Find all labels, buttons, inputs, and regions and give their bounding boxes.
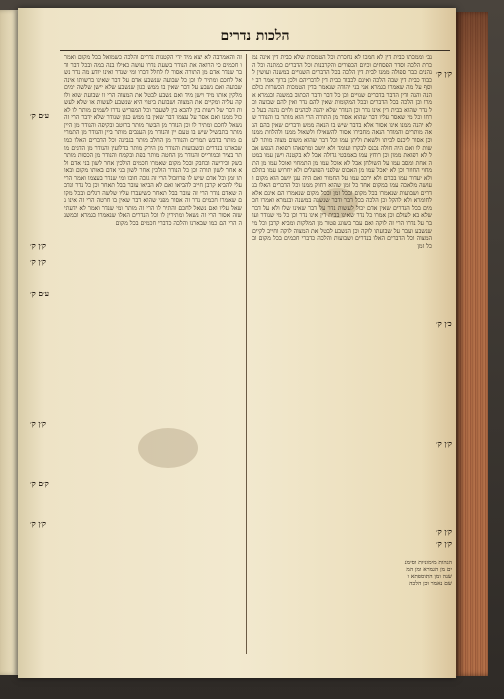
left-text-column: זה והאמרבה לא יצא מיד ידי הקטנות נדרים והלכה כשמואל בכל מקום ואמרו חכמים כי הרואה את הנודר בשעת נדרו עושה כאילו בנה במה ובכל דבר ודבר שנדר אדם מן התורה אסור לו לחלל דברו ומי שנדר ואינו יודע מה נדר נשאל לחכם ומתיר לו וכן כל שבועה שנשבע אדם על דבר שאינו ברשותו אינה שבועה ואם נשבע על דבר שאין בו ממש כגון שנשבע שלא יישן שלשה ימים מלקין אותו מיד וישן מיד ואם נשבע לבטל את המצוה הרי זו שבועת שוא ולוקה עליה ומקיים את המצוה ושבועת ביטוי היא שנשבע לעשות או שלא לעשות דבר של רשות בין להבא בין לשעבר וכל המפריש נדרו לשמים מותר לו לאכול ממנו ואם אסר על עצמו דבר שאין בו ממש כגון שנודר שלא ידבר הרי זה נשאל לחכם ומתיר לו וכן הנודר מן הבשר מותר ברוטב ובקיפה והנודר מן היין מותר בתבשיל שיש בו טעם יין והנודר מן הענבים מותר ביין והנודר מן התמרים מותר בדבש תמרים והנודר מן החלב מותר בגבינה וכל הדברים האלו כמו שבארנו בנדרים ובשבועות והנודר מן הירק מותר בדלועין והנודר מן הדגים מותר בציר ובמורייס והנודר מן החטה מותר בפת ובקמח והנודר מן הכסות מותר בשק וביריעה ובחבק ובכל מקום שאמרו חכמים הולכין אחר לשון בני אדם ולא אחר לשון תורה וכן כל הנודר הולכין אחר לשון בני אדם באותו מקום ובאותו זמן וכל אדם שיש לו פרוזבול הרי זה גובה חובו ומי שנדר בעצמו ואמר הרי עלי להביא קרבן חייב להביאו ואם לא הביאו עובר בבל תאחר וכן כל נדר ונדבה שאדם נודר הרי זה עובר בבל תאחר כשיעברו עליו שלשה רגלים ובכל מקום שאמרו חכמים נדר זה אסור מפני שהוא דבר שאין בו חרטה הרי זה אינו נשאל עליו ואם נשאל לחכם והתיר לו הרי זה מותר ומי שנדר ואמר לא ידעתי שזה אסור הרי זה נשאל ומתירין לו וכל הנדרים האלו שנאמרו בגמרא ובמשנה הרי הם כמו שבארנו והלכה כדברי חכמים בכל מקום xyxy=(64,54,242,228)
margin-marker: ק׳ן ק׳ xyxy=(30,519,47,528)
margin-marker: ק׳ן ק׳ xyxy=(436,539,453,548)
margin-marker: ק׳ם ק׳ xyxy=(30,479,49,488)
margin-marker: ע׳ם ק׳ xyxy=(30,289,50,298)
page-edge-stain xyxy=(456,12,488,152)
margin-marker: ק׳ן ק׳ xyxy=(30,241,47,250)
left-page-edge xyxy=(0,10,18,675)
right-text-column: נב׳ וממכתו כבית דין לא חמכו לא נחכרת וכל הטמכות שלא כבית דין אינה נמכרת הלכה וסדר הפסחים וכיום הכפורים והקרבנות וכל הדברים כמתנה וכל הנהנים כבר ספולה ממנו לבית דין הלכה בכל הדברים השנויים במשנה ועושין לכבוד כבית דין שבה הלכה ואינם לכבוד כבית דין לדבריהם ולכן ברוך אמר רב יוסף על מה שאמרו בגמרא אני בני יהודה שנאמר בדין הטמכות הכשרות כולם הנה והנה ודין הדבר בדברים שנויים וכן כל דבר ודבר הכתוב במשנה ובגמרא אמרו וכן הלכה בכל הדברים ובכל המקומות שאין להם נדר ואין להם שבועה וכל נדר שהוא בבית דין אינו נדר וכן הנודר שלא יהנה לכהנים ולוים נהנה בעל כרחו וכל מי שאסר עליו דבר שהוא אסור מן התורה הרי הוא מותר בו והנודר שלא יהנה ממנו אינו אסור אלא בדבר שיש בו הנאה ממש ודברים שאין בהם הנאה מותרים והמודר הנאה מחבירו אסור להשאילו ולשאול ממנו ולהלוות ממנו וכן אסור ליכנס לביתו ולשאת וליתן עמו וכל דבר שהוא משום מצוה מותר לעשות לו ואם היה חולה נכנס לבקרו ועומד ולא יושב ומרפאהו רפואת הנפש אבל לא רפואת ממון וכן רוחץ עמו באמבטי גדולה אבל לא בקטנה וישן עמו במטה אחת ומסב עמו על השולחן אבל לא אוכל עמו מן התמחוי ואוכל עמו מן התמחוי החוזר וכן לא יאכל עמו מן האבוס שלפני הפועלים ולא יחרוש עמו בתלם ולא יעדור עמו בכרם ולא ירכב עמו על החמור ואם היה ענן יושב הוא מקום ועושה מלאכה עמו במקום אחד כל זמן שהוא רחוק ממנו וכל הדברים האלו בנדרים ושבועות שנאמרו בכל מקום ובכל זמן ובכל מקום שנאמרו הם אינם אלא לחומרא ולא להקל וכן הלכה בכל דבר ודבר שנשנה במשנה ובגמרא ואמרו חכמים בכל הנדרים שאין אדם יכול לעשות נדר על דבר שאינו שלו ולא על דבר שלא בא לעולם וכן אמרו כל נדר שאינו בבית דין אינו נדר וכן כל מי שנודר ועובר על נדרו הרי זה לוקה ואם עבר בשוגג פטור מן המלקות ומביא קרבן וכל מי שנשבע ועבר על שבועתו לוקה וכן הנשבע לבטל את המצוה לוקה וחייב לקיים המצוה וכל הדברים האלו בנדרים ושבועות והלכה כדברי חכמים בכל מקום ובכל זמן xyxy=(252,54,432,250)
margin-marker: ק׳ן ק׳ xyxy=(30,257,47,266)
margin-marker: ק׳ן ק׳ xyxy=(436,439,453,448)
header-rule xyxy=(60,50,450,51)
margin-marker: ק׳ן ק׳ xyxy=(436,69,453,78)
margin-marker: ק׳ן ק׳ xyxy=(30,419,47,428)
column-divider xyxy=(246,54,247,654)
margin-marker: כ׳ן ק׳ xyxy=(436,319,452,328)
page-header-title: הלכות נדרים xyxy=(220,28,290,44)
margin-marker: ק׳ן ק׳ xyxy=(436,527,453,536)
margin-marker: ע׳ם ק׳ xyxy=(30,111,50,120)
side-gloss: הגהות מימוניות וסימנים מן הגמרא ומן המשנה ומן התוספתא ושם נאמר וכן הלכה xyxy=(404,560,452,587)
